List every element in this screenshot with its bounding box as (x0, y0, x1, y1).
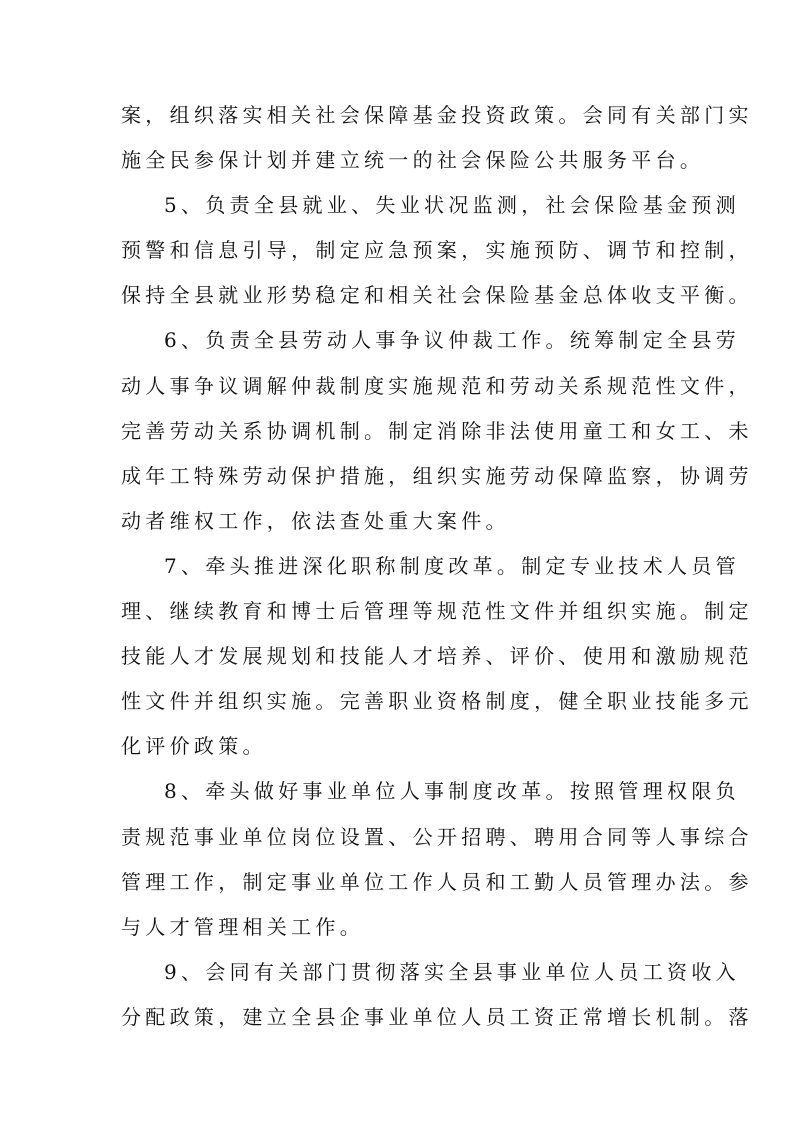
paragraph-item-8 (121, 769, 753, 949)
text-line: 8、牵头做好事业单位人事制度改革。按照管理权限负 (164, 779, 740, 804)
text-line: 性文件并组织实施。完善职业资格制度，健全职业技能多元 (121, 689, 753, 714)
document-body (121, 93, 753, 1040)
text-line: 动者维权工作，依法查处重大案件。 (121, 508, 510, 533)
text-line: 成年工特殊劳动保护措施，组织实施劳动保障监察，协调劳 (121, 463, 753, 488)
text-line: 责规范事业单位岗位设置、公开招聘、聘用合同等人事综合 (121, 824, 753, 849)
text-line: 7、牵头推进深化职称制度改革。制定专业技术人员管 (164, 553, 740, 578)
text-line: 与人才管理相关工作。 (121, 914, 364, 939)
text-line: 6、负责全县劳动人事争议仲裁工作。统筹制定全县劳 (164, 328, 740, 353)
paragraph-continuation (121, 93, 753, 183)
paragraph-item-5 (121, 183, 753, 318)
text-line: 施全民参保计划并建立统一的社会保险公共服务平台。 (121, 148, 705, 173)
text-line: 分配政策，建立全县企事业单位人员工资正常增长机制。落 (121, 1004, 753, 1029)
text-line: 技能人才发展规划和技能人才培养、评价、使用和激励规范 (121, 644, 753, 669)
text-line: 保持全县就业形势稳定和相关社会保险基金总体收支平衡。 (121, 283, 753, 308)
text-line: 5、负责全县就业、失业状况监测，社会保险基金预测 (164, 193, 740, 218)
text-line: 动人事争议调解仲裁制度实施规范和劳动关系规范性文件， (121, 373, 753, 398)
text-line: 案，组织落实相关社会保障基金投资政策。会同有关部门实 (121, 103, 753, 127)
paragraph-item-6 (121, 318, 753, 543)
text-line: 完善劳动关系协调机制。制定消除非法使用童工和女工、未 (121, 418, 753, 443)
text-line: 9、会同有关部门贯彻落实全县事业单位人员工资收入 (164, 959, 740, 984)
text-line: 理、继续教育和博士后管理等规范性文件并组织实施。制定 (121, 599, 753, 624)
text-line: 化评价政策。 (121, 734, 267, 759)
text-line: 管理工作，制定事业单位工作人员和工勤人员管理办法。参 (121, 869, 753, 894)
paragraph-item-9 (121, 950, 753, 1040)
paragraph-item-7 (121, 544, 753, 769)
text-line: 预警和信息引导，制定应急预案，实施预防、调节和控制， (121, 238, 753, 263)
